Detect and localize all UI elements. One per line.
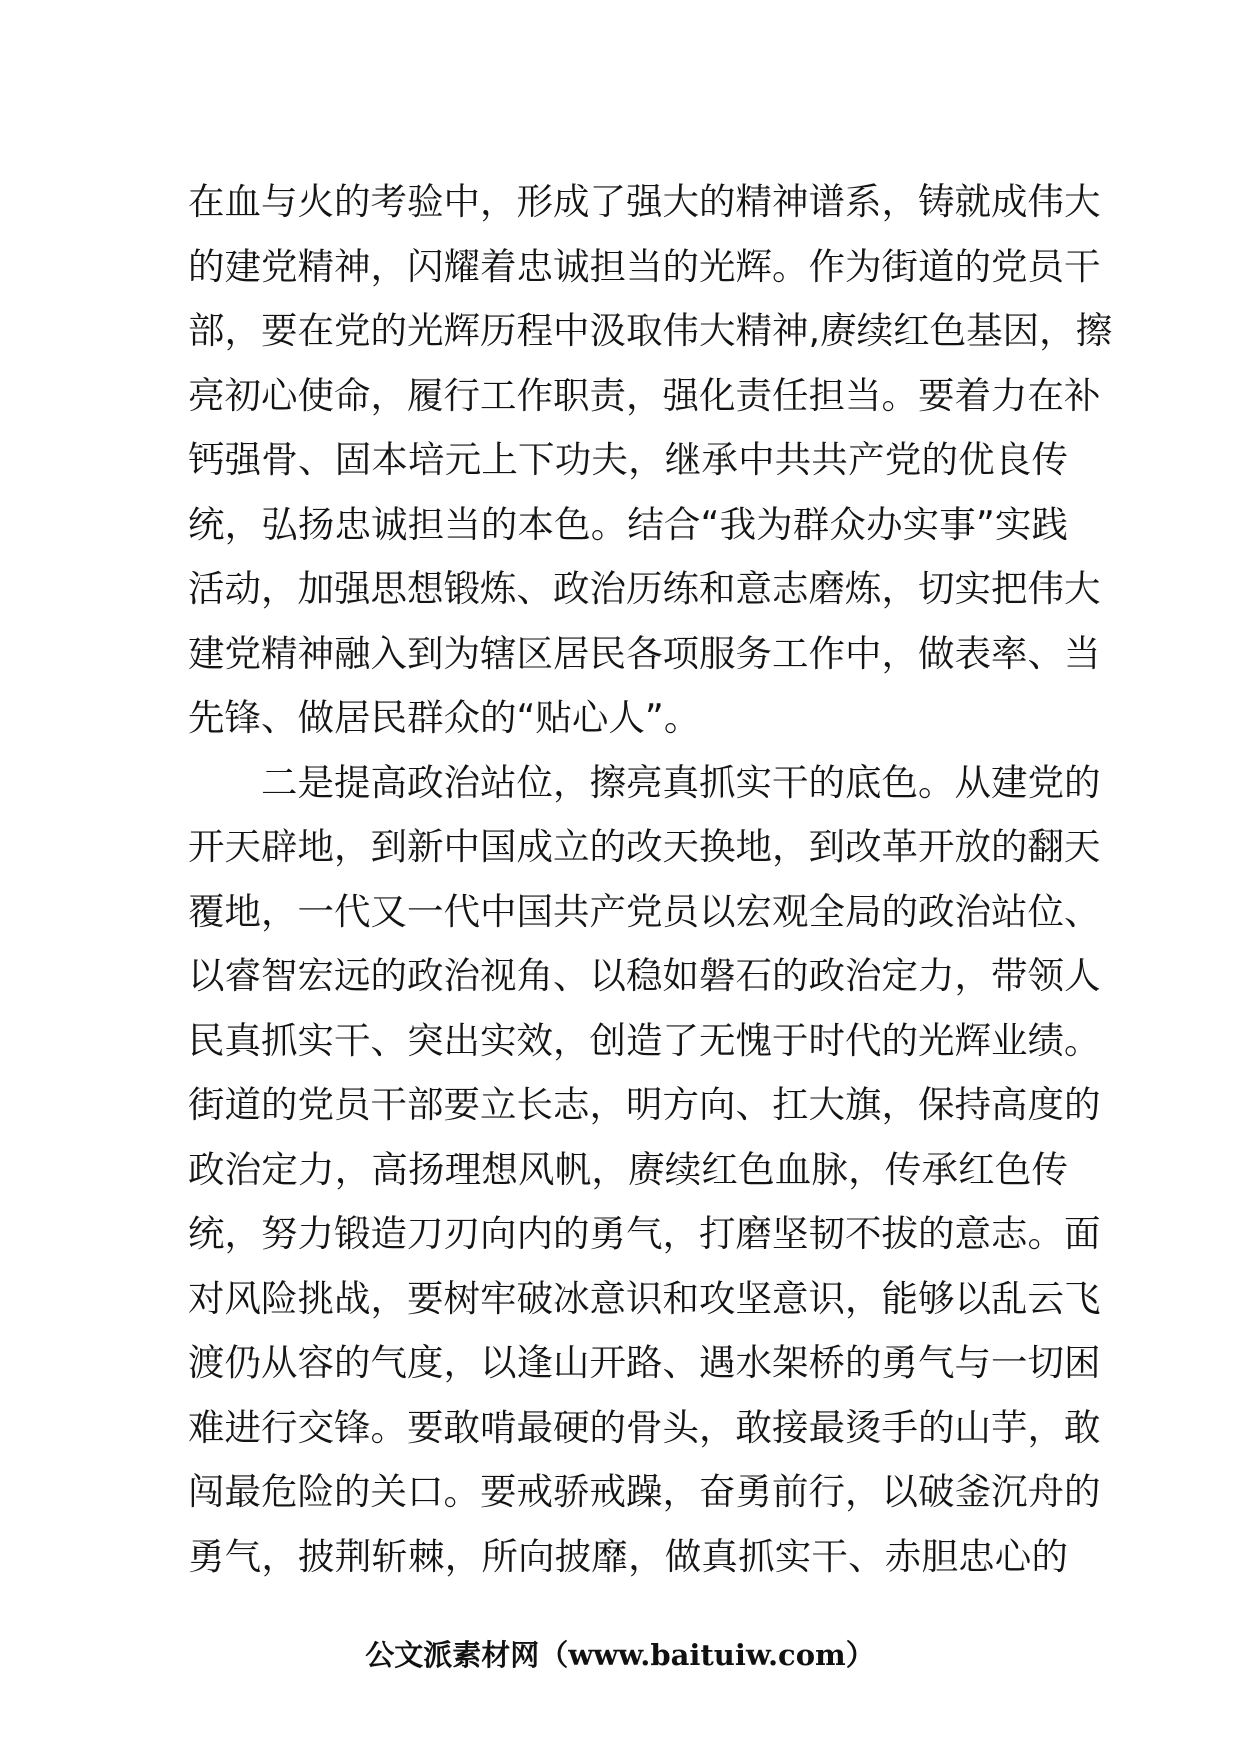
text-line: 活 动 ， 加 强 思 想 锻 炼 、 政 治 历 练 和 意 志 磨 炼 ， 切 实 把 伟 大 [188, 567, 1101, 610]
text-line: 钙 强 骨 、 固 本 培 元 上 下 功 夫 ， 继 承 中 共 共 产 党 的 优 良 传 [188, 438, 1068, 481]
text-line: 街 道 的 党 员 干 部 要 立 长 志 ， 明 方 向 、 扛 大 旗 ， 保 持 高 度 的 [188, 1083, 1101, 1126]
text-line: 覆 地 ， 一 代 又 一 代 中 国 共 产 党 员 以 宏 观 全 局 的 政 治 站 位 、 [188, 889, 1101, 933]
text-line: 勇 气 ， 披 荆 斩 棘 ， 所 向 披 靡 ， 做 真 抓 实 干 、 赤 胆 忠 心 的 [188, 1534, 1068, 1578]
text-line: 统 ， 弘 扬 忠 诚 担 当 的 本 色 。 结 合 “ 我 为 群 众 办 实 事 ” 实 践 [188, 502, 1068, 546]
text-line: 亮 初 心 使 命 ， 履 行 工 作 职 责 ， 强 化 责 任 担 当 。 要 着 力 在 补 [188, 373, 1101, 417]
body-text [188, 170, 1113, 1589]
text-line: 二 是 提 高 政 治 站 位 ， 擦 亮 真 抓 实 干 的 底 色 。 从 建 党 的 [261, 760, 1101, 804]
text-line: 对 风 险 挑 战 ， 要 树 牢 破 冰 意 识 和 攻 坚 意 识 ， 能 够 以 乱 云 飞 [188, 1276, 1101, 1320]
text-line: 先 锋 、 做 居 民 群 众 的 “ 贴 心 人 ” 。 [188, 696, 701, 739]
text-line: 难 进 行 交 锋 。 要 敢 啃 最 硬 的 骨 头 ， 敢 接 最 烫 手 的 山 芋 ， 敢 [188, 1405, 1101, 1449]
text-line: 渡 仍 从 容 的 气 度 ， 以 逢 山 开 路 、 遇 水 架 桥 的 勇 气 与 一 切 困 [188, 1341, 1101, 1384]
text-line: 部 ， 要 在 党 的 光 辉 历 程 中 汲 取 伟 大 精 神 , 赓 续 红 色 基 因 ， 擦 [188, 309, 1113, 352]
text-line: 的 建 党 精 神 ， 闪 耀 着 忠 诚 担 当 的 光 辉 。 作 为 街 道 的 党 员 干 [188, 244, 1101, 288]
footer-watermark: 公文派素材网（www.baituiw.com） [365, 1638, 875, 1672]
text-line: 民 真 抓 实 干 、 突 出 实 效 ， 创 造 了 无 愧 于 时 代 的 光 辉 业 绩 。 [188, 1018, 1101, 1062]
text-line: 政 治 定 力 ， 高 扬 理 想 风 帆 ， 赓 续 红 色 血 脉 ， 传 承 红 色 传 [188, 1147, 1068, 1191]
text-line: 统 ， 努 力 锻 造 刀 刃 向 内 的 勇 气 ， 打 磨 坚 韧 不 拔 的 意 志 。 面 [188, 1212, 1101, 1255]
text-line: 闯 最 危 险 的 关 口 。 要 戒 骄 戒 躁 ， 奋 勇 前 行 ， 以 破 釜 沉 舟 的 [188, 1470, 1101, 1513]
text-line: 在 血 与 火 的 考 验 中 ， 形 成 了 强 大 的 精 神 谱 系 ， 铸 就 成 伟 大 [188, 180, 1101, 223]
text-line: 开 天 辟 地 ， 到 新 中 国 成 立 的 改 天 换 地 ， 到 改 革 开 放 的 翻 天 [188, 825, 1101, 868]
text-line: 以 睿 智 宏 远 的 政 治 视 角 、 以 稳 如 磐 石 的 政 治 定 力 ， 带 领 人 [188, 954, 1101, 997]
text-line: 建 党 精 神 融 入 到 为 辖 区 居 民 各 项 服 务 工 作 中 ， 做 表 率 、 当 [188, 631, 1101, 675]
